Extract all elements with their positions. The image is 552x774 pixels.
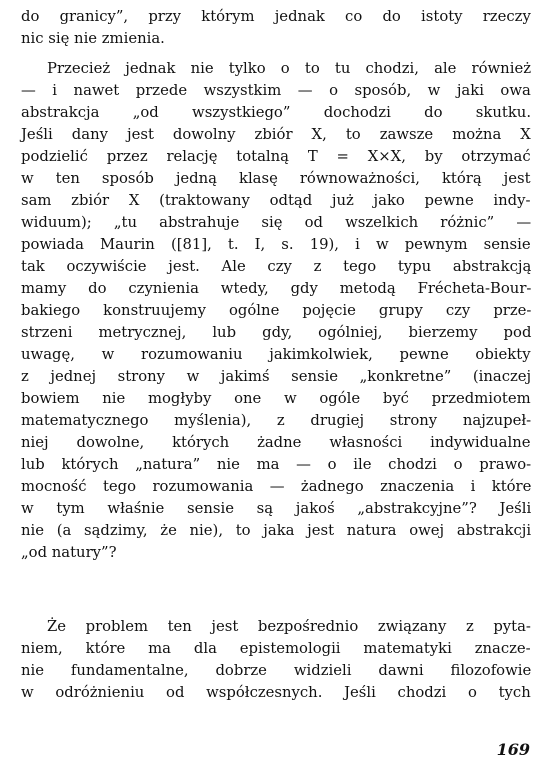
paragraph-3 (21, 616, 531, 704)
text-line: „od natury”? (21, 544, 117, 561)
text-line: mocność tego rozumowania — żadnego znaczenia i które (21, 478, 532, 495)
text-line: strzeni metrycznej, lub gdy, ogólniej, bierzemy pod (21, 324, 532, 341)
text-line: mamy do czynienia wtedy, gdy metodą Frécheta-Bour- (21, 280, 532, 297)
text-line: lub których „natura” nie ma — o ile chodzi o prawo- (21, 456, 532, 473)
text-line: podzielić przez relację totalną T = X×X, by otrzymać (21, 148, 531, 165)
text-line: — i nawet przede wszystkim — o sposób, w jaki owa (21, 82, 531, 99)
text-line: nie fundamentalne, dobrze widzieli dawni filozofowie (21, 662, 532, 679)
text-line: matematycznego myślenia), z drugiej strony najzupeł- (21, 412, 532, 429)
text-line: tak oczywiście jest. Ale czy z tego typu abstrakcją (21, 258, 532, 275)
paragraph-2 (21, 58, 531, 564)
text-line: Że problem ten jest bezpośrednio związany z pyta- (47, 618, 531, 635)
text-line: bakiego konstruujemy ogólne pojęcie grupy czy prze- (21, 302, 532, 319)
text-line: z jednej strony w jakimś sensie „konkretne” (inaczej (21, 368, 532, 385)
text-line: w tym właśnie sensie są jakoś „abstrakcyjne”? Jeśli (21, 500, 532, 517)
text-line: w ten sposób jedną klasę równoważności, którą jest (21, 170, 531, 187)
paragraph-1 (21, 6, 531, 50)
text-line: w odróżnieniu od współczesnych. Jeśli chodzi o tych (21, 684, 531, 701)
text-line: do granicy”, przy którym jednak co do istoty rzeczy (21, 8, 531, 25)
text-line: bowiem nie mogłyby one w ogóle być przedmiotem (21, 390, 531, 407)
text-line: nic się nie zmienia. (21, 30, 165, 47)
text-line: widuum); „tu abstrahuje się od wszelkich różnic” — (21, 214, 532, 231)
text-line: uwagę, w rozumowaniu jakimkolwiek, pewne obiekty (21, 346, 531, 363)
text-line: sam zbiór X (traktowany odtąd już jako pewne indy- (21, 192, 531, 209)
text-line: Jeśli dany jest dowolny zbiór X, to zawsze można X (21, 126, 531, 143)
text-line: niej dowolne, których żadne własności indywidualne (21, 434, 531, 451)
text-line: niem, które ma dla epistemologii matematyki znacze- (21, 640, 531, 657)
page-number: 169 (496, 740, 530, 759)
text-line: abstrakcja „od wszystkiego” dochodzi do skutku. (21, 104, 532, 121)
text-line: Przecież jednak nie tylko o to tu chodzi, ale również (47, 60, 531, 77)
text-line: powiada Maurin ([81], t. I, s. 19), i w pewnym sensie (21, 236, 531, 253)
text-line: nie (a sądzimy, że nie), to jaka jest natura owej abstrakcji (21, 522, 532, 539)
